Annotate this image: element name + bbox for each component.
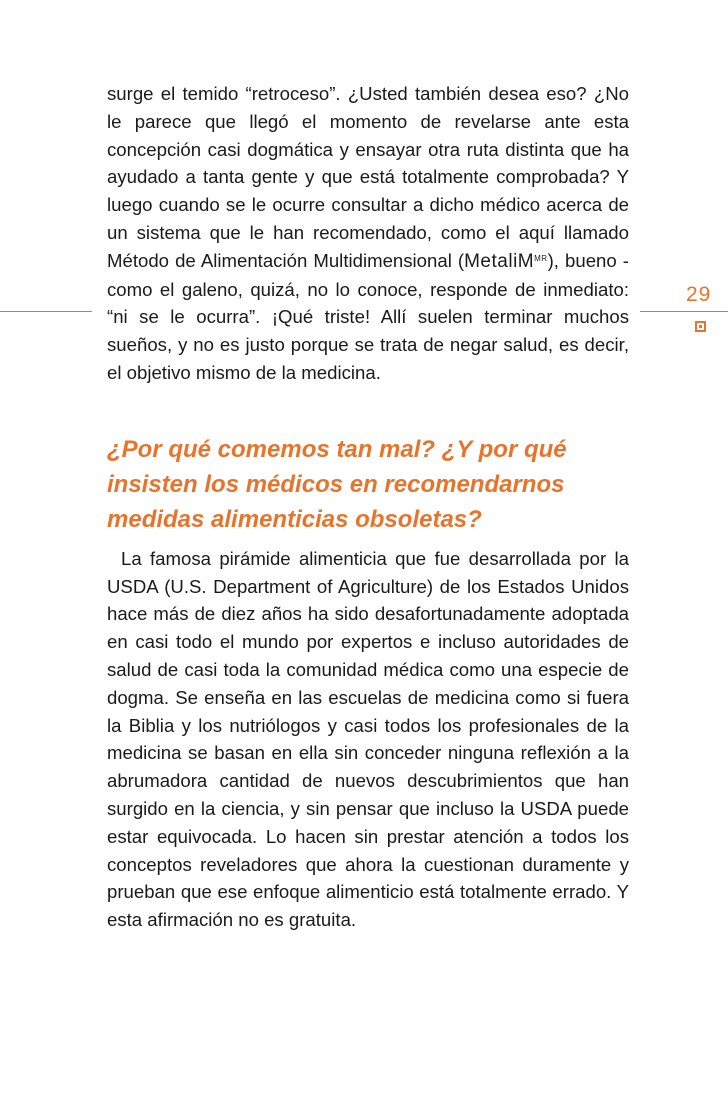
section-heading: ¿Por qué comemos tan mal? ¿Y por qué insisten los médicos en recomendarnos medidas alimenticias obsoletas? [107,435,567,533]
paragraph-text: surge el temido “retroceso”. ¿Usted también desea eso? ¿No le parece que llegó el momento de revelarse ante esta concepción casi dogmática y ensayar otra ruta distinta que ha ayudado a tanta gente y que está totalmente comprobada? Y luego cuando se le ocurre consultar a dicho médico acerca de un sistema que le han recomendado, como el aquí llamado Método de Alimentación Multidimensional ( [107,83,629,271]
body-paragraph: La famosa pirámide alimenticia que fue desarrollada por la USDA (U.S. Department of Agriculture) de los Estados Unidos hace más de diez años ha sido desafortunadamente adoptada en casi todo el mundo por expertos e incluso autoridades de salud de casi toda la comunidad médica como una especie de dogma. Se enseña en las escuelas de medicina como si fuera la Biblia y los nutriólogos y casi todos los profesionales de la medicina se basan en ella sin conceder ninguna reflexión a la abrumadora cantidad de nuevos descubrimientos que han surgido en la ciencia, y sin pensar que incluso la USDA puede estar equivocada. Lo hacen sin prestar atención a todos los conceptos reveladores que ahora la cuestionan duramente y prueban que ese enfoque alimenticio está totalmente errado. Y esta afirmación no es gratuita. [107,547,629,931]
brand-mark: MR [534,253,548,263]
page-body [107,80,629,934]
brand-name: MetaliM$^{MR}$ [464,250,548,272]
body-paragraph [107,80,629,387]
left-margin-rule [0,311,92,312]
page-number: 29 [686,283,712,306]
page-corner-mark-icon [695,321,706,332]
right-margin-rule [640,311,728,312]
paragraph-text: ), bueno - como el galeno, quizá, no lo conoce, responde de inmediato: “ni se le ocurra”. ¡Qué triste! Allí suelen terminar muchos sueños, y no es justo porque se trata de negar salud, es decir, el objetivo mismo de la medicina. [107,249,629,383]
